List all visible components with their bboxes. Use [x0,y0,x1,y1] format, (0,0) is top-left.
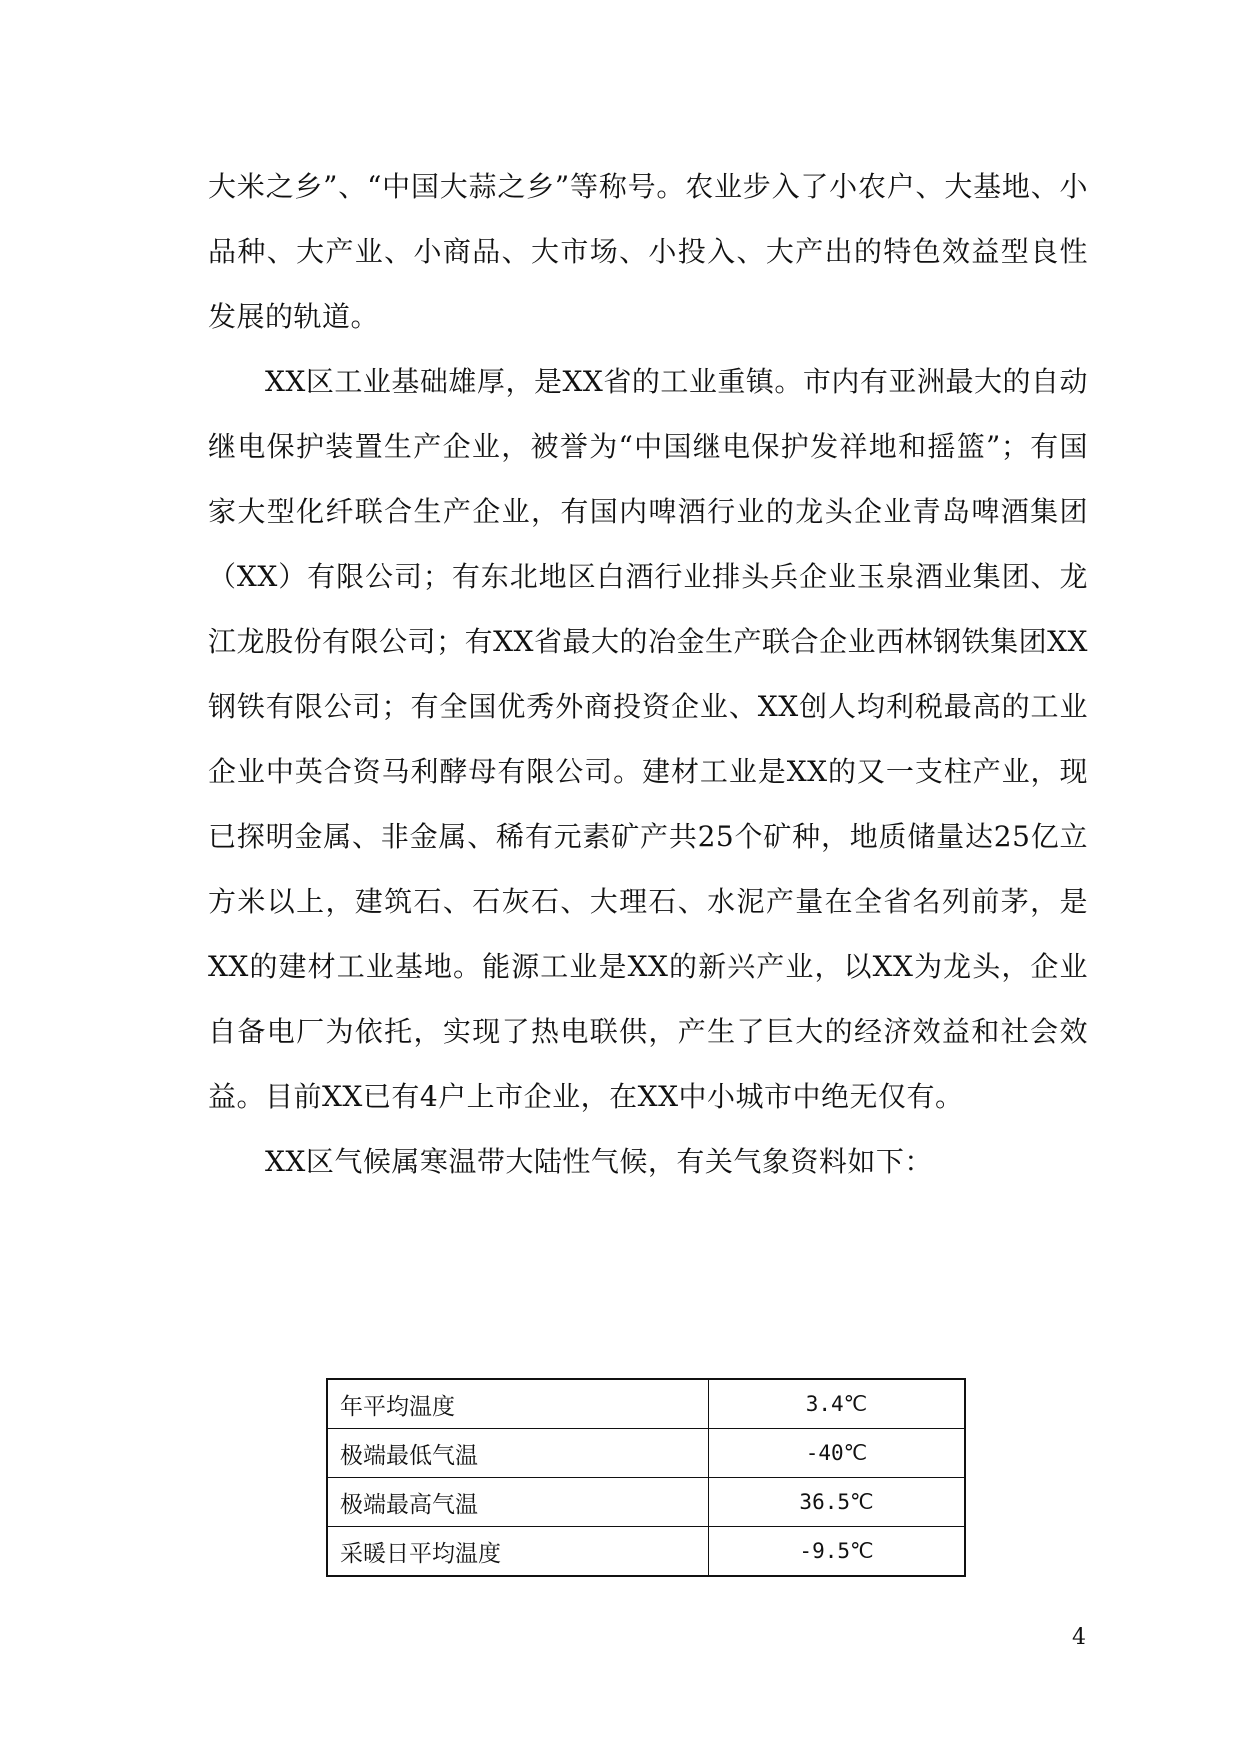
table-cell-value: -40℃ [709,1429,966,1478]
paragraph-climate-intro: XX区气候属寒温带大陆性气候，有关气象资料如下： [265,1145,933,1178]
table-cell-value: 36.5℃ [709,1478,966,1527]
table-cell-label: 极端最高气温 [327,1478,709,1527]
paragraph-industry: XX区工业基础雄厚，是XX省的工业重镇。市内有亚洲最大的自动继电保护装置生产企业，被誉为“中国继电保护发祥地和摇篮”；有国家大型化纤联合生产企业，有国内啤酒行业的龙头企业青岛啤酒集团（XX）有限公司；有东北地区白酒行业排头兵企业玉泉酒业集团、龙江龙股份有限公司；有XX省最大的冶金生产联合企业西林钢铁集团XX钢铁有限公司；有全国优秀外商投资企业、XX创人均利税最高的工业企业中英合资马利酵母有限公司。建材工业是XX的又一支柱产业，现已探明金属、非金属、稀有元素矿产共25个矿种，地质储量达25亿立方米以上，建筑石、石灰石、大理石、水泥产量在全省名列前茅，是XX的建材工业基地。能源工业是XX的新兴产业，以XX为龙头，企业自备电厂为依托，实现了热电联供，产生了巨大的经济效益和社会效益。目前XX已有4户上市企业，在XX中小城市中绝无仅有。 [208,365,1088,1113]
table-row [327,1527,965,1577]
body-text [208,154,1088,1194]
table-cell-value: -9.5℃ [709,1527,966,1577]
table-cell-label: 年平均温度 [327,1379,709,1429]
table-cell-label: 极端最低气温 [327,1429,709,1478]
table-row [327,1429,965,1478]
table-cell-value: 3.4℃ [709,1379,966,1429]
table-cell-label: 采暖日平均温度 [327,1527,709,1577]
page-number: 4 [1072,1625,1086,1650]
climate-data-table [326,1378,966,1577]
table-row [327,1379,965,1429]
paragraph-agriculture: 大米之乡”、“中国大蒜之乡”等称号。农业步入了小农户、大基地、小品种、大产业、小商品、大市场、小投入、大产出的特色效益型良性发展的轨道。 [208,170,1088,333]
table-row [327,1478,965,1527]
